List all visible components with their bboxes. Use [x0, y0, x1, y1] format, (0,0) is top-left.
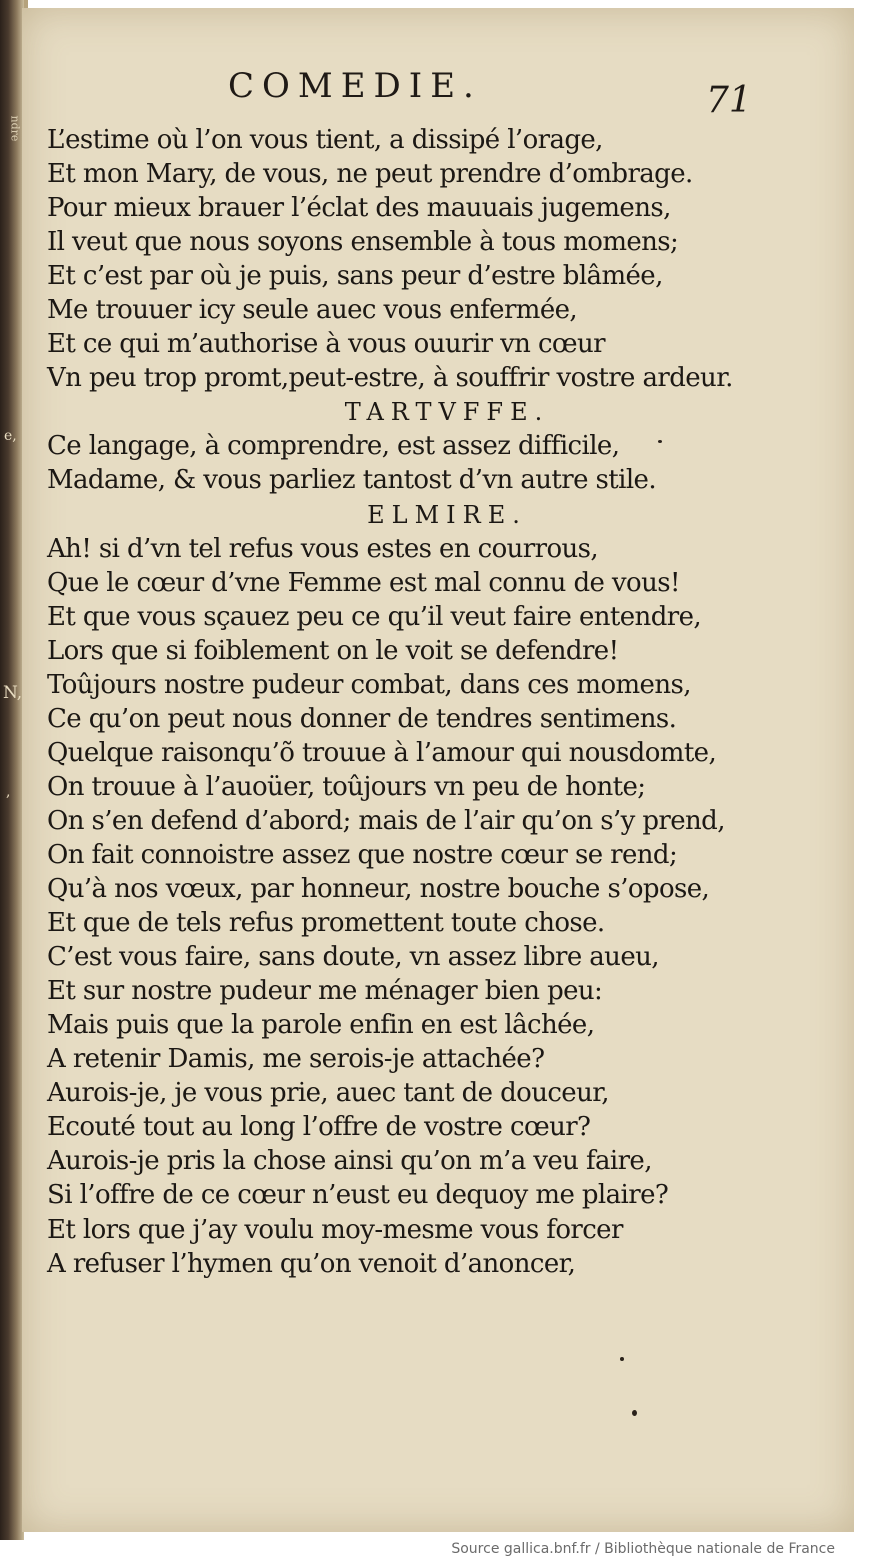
verse-line: Ce langage, à comprendre, est assez difficile,: [47, 431, 620, 462]
verse-line: Me trouuer icy seule auec vous enfermée,: [47, 295, 578, 326]
verse-line: C’est vous faire, sans doute, vn assez libre aueu,: [47, 942, 659, 973]
verse-line: Mais puis que la parole enfin en est lâchée,: [47, 1010, 595, 1041]
verse-line: Et ce qui m’authorise à vous ouurir vn cœur: [47, 329, 606, 360]
verse-text-block: [47, 123, 787, 1281]
verse-line: Aurois-je pris la chose ainsi qu’on m’a veu faire,: [47, 1146, 652, 1177]
verse-line: L’estime où l’on vous tient, a dissipé l’orage,: [47, 125, 603, 155]
ink-speck: [620, 1357, 624, 1361]
verse-line: Pour mieux brauer l’éclat des mauuais jugemens,: [47, 193, 671, 224]
page-number: 71: [706, 80, 752, 121]
verse-line: Que le cœur d’vne Femme est mal connu de vous!: [47, 567, 680, 598]
verse-line: Madame, & vous parliez tantost d’vn autre stile.: [47, 465, 657, 496]
source-credit: Source gallica.bnf.fr / Bibliothèque nationale de France: [451, 1541, 835, 1557]
verse-line: Ah! si d’vn tel refus vous estes en courrous,: [47, 533, 599, 564]
verse-line: On fait connoistre assez que nostre cœur se rend;: [47, 839, 678, 870]
ink-speck: [632, 1410, 637, 1416]
book-binding: [0, 0, 24, 1540]
verse-line: Il veut que nous soyons ensemble à tous momens;: [47, 227, 679, 258]
verse-line: Qu’à nos vœux, par honneur, nostre bouche s’opose,: [47, 874, 710, 905]
verse-line: A retenir Damis, me serois-je attachée?: [47, 1044, 545, 1075]
verse-line: Vn peu trop promt,peut-estre, à souffrir vostre ardeur.: [47, 363, 733, 394]
verse-line: Et lors que j’ay voulu moy-mesme vous forcer: [47, 1214, 623, 1245]
verse-line: Si l’offre de ce cœur n’eust eu dequoy me plaire?: [47, 1180, 669, 1211]
verse-line: Et que de tels refus promettent toute chose.: [47, 908, 605, 939]
verse-line: Et c’est par où je puis, sans peur d’estre blâmée,: [47, 261, 663, 292]
running-head: COMEDIE.: [228, 66, 482, 106]
verse-line: Quelque raisonqu’õ trouue à l’amour qui nousdomte,: [47, 737, 717, 768]
previous-page-fragment: N,: [3, 683, 23, 703]
previous-page-fragment: e,: [4, 428, 17, 444]
previous-page-fragment: ndre: [8, 115, 22, 142]
verse-line: Ce qu’on peut nous donner de tendres sentimens.: [47, 703, 677, 734]
verse-line: Lors que si foiblement on le voit se defendre!: [47, 635, 619, 666]
verse-line: Et sur nostre pudeur me ménager bien peu:: [47, 976, 603, 1007]
ink-speck: [658, 440, 662, 443]
verse-line: On s’en defend d’abord; mais de l’air qu’on s’y prend,: [47, 805, 725, 836]
verse-line: Et que vous sçauez peu ce qu’il veut faire entendre,: [47, 601, 702, 632]
verse-line: Ecouté tout au long l’offre de vostre cœur?: [47, 1112, 591, 1143]
verse-line: On trouue à l’auoüer, toûjours vn peu de honte;: [47, 771, 646, 802]
verse-line: Toûjours nostre pudeur combat, dans ces momens,: [47, 669, 691, 700]
speaker-name: ELMIRE.: [367, 500, 527, 529]
verse-line: Aurois-je, je vous prie, auec tant de douceur,: [47, 1078, 609, 1109]
verse-line: A refuser l’hymen qu’on venoit d’anoncer,: [47, 1248, 576, 1279]
speaker-name: TARTVFFE.: [344, 398, 550, 427]
previous-page-fragment: ,: [6, 784, 11, 800]
verse-line: Et mon Mary, de vous, ne peut prendre d’ombrage.: [47, 159, 693, 190]
